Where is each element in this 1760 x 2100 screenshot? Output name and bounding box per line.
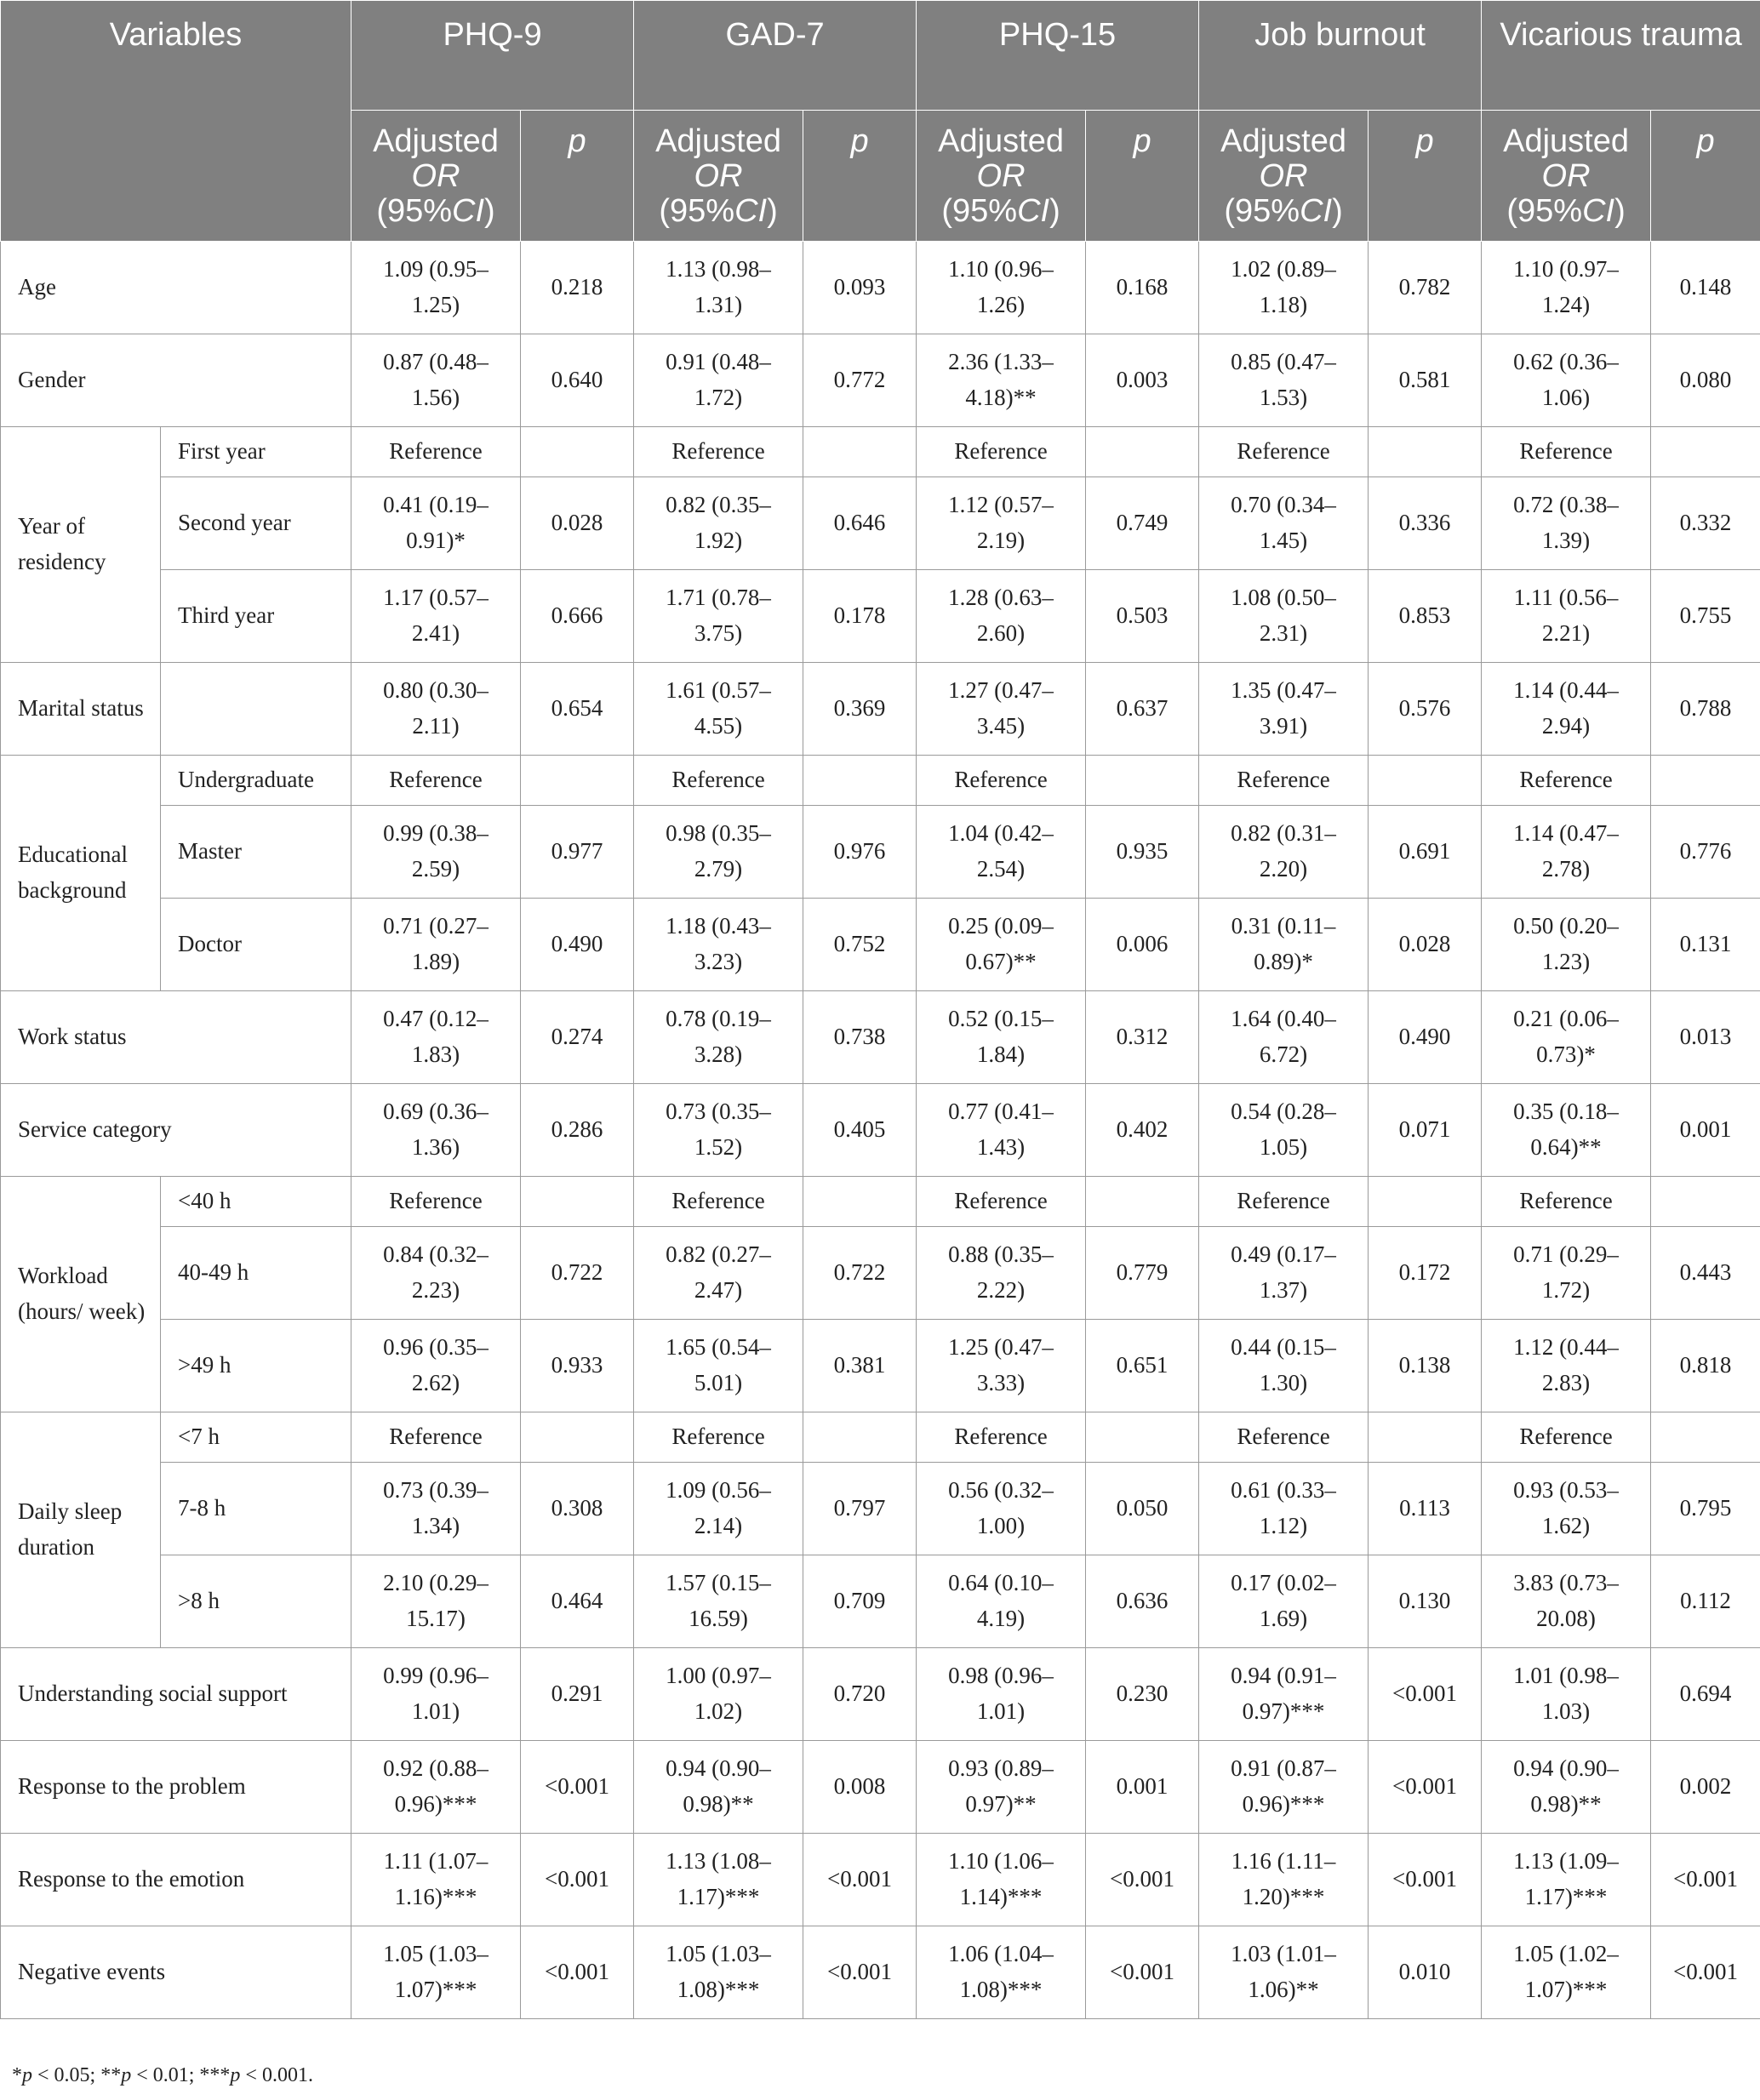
or-value: 1.10 (0.97–1.24)	[1482, 242, 1651, 334]
p-value: 0.749	[1086, 477, 1199, 570]
category-label: 7-8 h	[161, 1463, 351, 1555]
p-value: 0.490	[521, 899, 634, 991]
p-value: 0.130	[1369, 1555, 1482, 1648]
p-value: 0.168	[1086, 242, 1199, 334]
p-value: 0.797	[803, 1463, 917, 1555]
or-value: 0.49 (0.17–1.37)	[1199, 1227, 1369, 1320]
p-value: 0.218	[521, 242, 634, 334]
variable-label: Educational background	[1, 756, 161, 991]
or-value: 0.62 (0.36–1.06)	[1482, 334, 1651, 427]
or-value: 1.10 (1.06–1.14)***	[917, 1834, 1086, 1926]
table-footnote: *p < 0.05; **p < 0.01; ***p < 0.001.	[12, 2064, 313, 2086]
or-value: Reference	[634, 1412, 803, 1463]
p-value: 0.402	[1086, 1084, 1199, 1177]
p-value: 0.691	[1369, 806, 1482, 899]
or-value: 1.05 (1.03–1.08)***	[634, 1926, 803, 2019]
category-label: Master	[161, 806, 351, 899]
or-value: 0.98 (0.96–1.01)	[917, 1648, 1086, 1741]
p-value: 0.464	[521, 1555, 634, 1648]
or-value: 0.35 (0.18–0.64)**	[1482, 1084, 1651, 1177]
or-value: 0.91 (0.87–0.96)***	[1199, 1741, 1369, 1834]
or-value: Reference	[1199, 427, 1369, 477]
or-value: 0.80 (0.30–2.11)	[351, 663, 521, 756]
or-value: 1.28 (0.63–2.60)	[917, 570, 1086, 663]
or-value: 1.05 (1.02–1.07)***	[1482, 1926, 1651, 2019]
category-label: 40-49 h	[161, 1227, 351, 1320]
p-header: p	[803, 111, 917, 242]
table-row	[1, 427, 1760, 477]
or-value: 1.04 (0.42–2.54)	[917, 806, 1086, 899]
p-value: 0.654	[521, 663, 634, 756]
variables-header: Variables	[1, 1, 351, 242]
or-value: 1.17 (0.57–2.41)	[351, 570, 521, 663]
p-value: <0.001	[1651, 1926, 1760, 2019]
p-value: 0.369	[803, 663, 917, 756]
table-row	[1, 1320, 1760, 1412]
p-header: p	[1369, 111, 1482, 242]
variable-label: Daily sleep duration	[1, 1412, 161, 1648]
category-label: First year	[161, 427, 351, 477]
or-value: 0.82 (0.35–1.92)	[634, 477, 803, 570]
p-value	[1086, 1177, 1199, 1227]
table-row	[1, 570, 1760, 663]
p-value: 0.112	[1651, 1555, 1760, 1648]
table-row	[1, 1412, 1760, 1463]
or-value: 0.84 (0.32–2.23)	[351, 1227, 521, 1320]
or-value: 2.10 (0.29–15.17)	[351, 1555, 521, 1648]
or-value: 1.27 (0.47–3.45)	[917, 663, 1086, 756]
p-value: 0.050	[1086, 1463, 1199, 1555]
table-row	[1, 899, 1760, 991]
variable-label: Work status	[1, 991, 351, 1084]
p-value	[803, 756, 917, 806]
phq9-header: PHQ-9	[351, 1, 634, 111]
or-value: 0.91 (0.48–1.72)	[634, 334, 803, 427]
p-value: 0.002	[1651, 1741, 1760, 1834]
or-value: 0.64 (0.10–4.19)	[917, 1555, 1086, 1648]
p-value: 0.853	[1369, 570, 1482, 663]
p-value: <0.001	[521, 1741, 634, 1834]
or-value: 1.03 (1.01–1.06)**	[1199, 1926, 1369, 2019]
p-value: 0.274	[521, 991, 634, 1084]
p-value: 0.003	[1086, 334, 1199, 427]
or-header: Adjusted OR (95%CI)	[1199, 111, 1369, 242]
phq15-header: PHQ-15	[917, 1, 1199, 111]
p-value: <0.001	[521, 1834, 634, 1926]
p-value	[521, 1412, 634, 1463]
variable-label: Marital status	[1, 663, 161, 756]
p-value: 0.977	[521, 806, 634, 899]
p-value: 0.651	[1086, 1320, 1199, 1412]
or-value: 1.11 (0.56–2.21)	[1482, 570, 1651, 663]
or-value: 1.14 (0.47–2.78)	[1482, 806, 1651, 899]
p-value	[803, 1412, 917, 1463]
p-value: 0.935	[1086, 806, 1199, 899]
table-row	[1, 1463, 1760, 1555]
p-value: 0.010	[1369, 1926, 1482, 2019]
table-row	[1, 1834, 1760, 1926]
or-header: Adjusted OR (95%CI)	[634, 111, 803, 242]
or-value: 0.78 (0.19–3.28)	[634, 991, 803, 1084]
category-label	[161, 663, 351, 756]
p-value	[1369, 1412, 1482, 1463]
p-value: 0.636	[1086, 1555, 1199, 1648]
or-value: Reference	[351, 756, 521, 806]
or-value: 1.00 (0.97–1.02)	[634, 1648, 803, 1741]
or-value: Reference	[917, 756, 1086, 806]
or-value: 0.93 (0.89–0.97)**	[917, 1741, 1086, 1834]
or-value: Reference	[1482, 427, 1651, 477]
p-value: 0.709	[803, 1555, 917, 1648]
or-value: 1.65 (0.54–5.01)	[634, 1320, 803, 1412]
p-value: 0.722	[803, 1227, 917, 1320]
or-value: 1.35 (0.47–3.91)	[1199, 663, 1369, 756]
p-value: <0.001	[1369, 1834, 1482, 1926]
or-value: 0.88 (0.35–2.22)	[917, 1227, 1086, 1320]
or-value: 1.08 (0.50–2.31)	[1199, 570, 1369, 663]
or-value: 1.14 (0.44–2.94)	[1482, 663, 1651, 756]
or-value: 0.73 (0.35–1.52)	[634, 1084, 803, 1177]
table-header	[1, 1, 1760, 242]
or-value: 0.61 (0.33–1.12)	[1199, 1463, 1369, 1555]
p-value: 0.138	[1369, 1320, 1482, 1412]
or-value: Reference	[1482, 756, 1651, 806]
p-value	[521, 756, 634, 806]
p-value: 0.006	[1086, 899, 1199, 991]
or-value: 0.70 (0.34–1.45)	[1199, 477, 1369, 570]
category-label: <7 h	[161, 1412, 351, 1463]
or-value: 1.71 (0.78–3.75)	[634, 570, 803, 663]
or-value: 1.01 (0.98–1.03)	[1482, 1648, 1651, 1741]
p-value	[521, 1177, 634, 1227]
variable-label: Response to the problem	[1, 1741, 351, 1834]
p-value: 0.336	[1369, 477, 1482, 570]
p-value: 0.666	[521, 570, 634, 663]
table-row	[1, 1648, 1760, 1741]
p-value	[1651, 1412, 1760, 1463]
or-value: 1.16 (1.11–1.20)***	[1199, 1834, 1369, 1926]
or-header: Adjusted OR (95%CI)	[917, 111, 1086, 242]
or-value: 1.13 (1.08–1.17)***	[634, 1834, 803, 1926]
gad7-header: GAD-7	[634, 1, 917, 111]
p-value: 0.028	[1369, 899, 1482, 991]
or-value: 0.94 (0.91–0.97)***	[1199, 1648, 1369, 1741]
p-value	[1651, 427, 1760, 477]
p-header: p	[1086, 111, 1199, 242]
or-value: Reference	[1482, 1177, 1651, 1227]
table-row	[1, 1741, 1760, 1834]
p-value: <0.001	[521, 1926, 634, 2019]
or-value: 1.18 (0.43–3.23)	[634, 899, 803, 991]
p-value: 0.646	[803, 477, 917, 570]
p-value: <0.001	[1369, 1648, 1482, 1741]
p-value: 0.576	[1369, 663, 1482, 756]
p-value: 0.637	[1086, 663, 1199, 756]
or-value: 1.25 (0.47–3.33)	[917, 1320, 1086, 1412]
p-value: 0.001	[1651, 1084, 1760, 1177]
p-value: 0.332	[1651, 477, 1760, 570]
or-value: 0.44 (0.15–1.30)	[1199, 1320, 1369, 1412]
or-value: 0.85 (0.47–1.53)	[1199, 334, 1369, 427]
or-value: 0.82 (0.27–2.47)	[634, 1227, 803, 1320]
p-value: 0.381	[803, 1320, 917, 1412]
p-value: <0.001	[1369, 1741, 1482, 1834]
or-value: 1.64 (0.40–6.72)	[1199, 991, 1369, 1084]
category-label: Second year	[161, 477, 351, 570]
table-row	[1, 663, 1760, 756]
p-value: 0.933	[521, 1320, 634, 1412]
variable-label: Negative events	[1, 1926, 351, 2019]
or-value: Reference	[1199, 1177, 1369, 1227]
p-value: 0.080	[1651, 334, 1760, 427]
p-value: 0.976	[803, 806, 917, 899]
or-value: 1.10 (0.96–1.26)	[917, 242, 1086, 334]
category-label: >49 h	[161, 1320, 351, 1412]
p-value: 0.178	[803, 570, 917, 663]
or-value: Reference	[917, 1177, 1086, 1227]
p-value: 0.779	[1086, 1227, 1199, 1320]
p-value: 0.782	[1369, 242, 1482, 334]
p-value: 0.795	[1651, 1463, 1760, 1555]
or-value: 0.98 (0.35–2.79)	[634, 806, 803, 899]
or-value: 0.72 (0.38–1.39)	[1482, 477, 1651, 570]
or-value: 0.69 (0.36–1.36)	[351, 1084, 521, 1177]
p-value: 0.312	[1086, 991, 1199, 1084]
p-value: 0.752	[803, 899, 917, 991]
table-row	[1, 1227, 1760, 1320]
or-value: 1.09 (0.56–2.14)	[634, 1463, 803, 1555]
p-value: 0.818	[1651, 1320, 1760, 1412]
variable-label: Service category	[1, 1084, 351, 1177]
or-value: 0.94 (0.90–0.98)**	[634, 1741, 803, 1834]
or-value: 0.47 (0.12–1.83)	[351, 991, 521, 1084]
p-value: <0.001	[1651, 1834, 1760, 1926]
table-row	[1, 756, 1760, 806]
or-value: Reference	[634, 427, 803, 477]
table-row	[1, 1177, 1760, 1227]
or-value: 0.71 (0.29–1.72)	[1482, 1227, 1651, 1320]
p-value: 0.776	[1651, 806, 1760, 899]
p-value: 0.001	[1086, 1741, 1199, 1834]
p-value	[1369, 427, 1482, 477]
p-value: 0.093	[803, 242, 917, 334]
p-value: 0.738	[803, 991, 917, 1084]
or-value: 0.52 (0.15–1.84)	[917, 991, 1086, 1084]
p-value: 0.788	[1651, 663, 1760, 756]
or-value: 1.05 (1.03–1.07)***	[351, 1926, 521, 2019]
p-value: 0.722	[521, 1227, 634, 1320]
vicarious-trauma-header: Vicarious trauma	[1482, 1, 1760, 111]
or-value: 0.87 (0.48–1.56)	[351, 334, 521, 427]
or-value: 0.99 (0.96–1.01)	[351, 1648, 521, 1741]
p-value	[1651, 1177, 1760, 1227]
or-value: 0.50 (0.20–1.23)	[1482, 899, 1651, 991]
p-value: <0.001	[803, 1834, 917, 1926]
p-value: 0.581	[1369, 334, 1482, 427]
p-value: 0.490	[1369, 991, 1482, 1084]
or-value: 1.61 (0.57–4.55)	[634, 663, 803, 756]
category-label: Undergraduate	[161, 756, 351, 806]
variable-label: Understanding social support	[1, 1648, 351, 1741]
p-value	[1651, 756, 1760, 806]
p-value: 0.286	[521, 1084, 634, 1177]
p-value	[1369, 1177, 1482, 1227]
p-value: 0.291	[521, 1648, 634, 1741]
p-value: 0.131	[1651, 899, 1760, 991]
p-value: 0.694	[1651, 1648, 1760, 1741]
or-value: Reference	[634, 1177, 803, 1227]
p-value: 0.230	[1086, 1648, 1199, 1741]
p-value: 0.405	[803, 1084, 917, 1177]
or-value: 2.36 (1.33–4.18)**	[917, 334, 1086, 427]
p-header: p	[521, 111, 634, 242]
p-value: 0.148	[1651, 242, 1760, 334]
or-value: 0.21 (0.06–0.73)*	[1482, 991, 1651, 1084]
or-value: 0.54 (0.28–1.05)	[1199, 1084, 1369, 1177]
or-value: Reference	[917, 1412, 1086, 1463]
or-value: 1.13 (0.98–1.31)	[634, 242, 803, 334]
p-value	[1086, 1412, 1199, 1463]
p-value: 0.172	[1369, 1227, 1482, 1320]
or-value: Reference	[351, 1177, 521, 1227]
p-value: 0.008	[803, 1741, 917, 1834]
or-header: Adjusted OR (95%CI)	[351, 111, 521, 242]
p-value: 0.755	[1651, 570, 1760, 663]
or-value: 1.06 (1.04–1.08)***	[917, 1926, 1086, 2019]
or-value: 3.83 (0.73–20.08)	[1482, 1555, 1651, 1648]
job-burnout-header: Job burnout	[1199, 1, 1482, 111]
table-row	[1, 1926, 1760, 2019]
table-row	[1, 334, 1760, 427]
p-value	[1369, 756, 1482, 806]
or-value: 1.09 (0.95–1.25)	[351, 242, 521, 334]
p-value	[521, 427, 634, 477]
p-value: 0.028	[521, 477, 634, 570]
variable-label: Response to the emotion	[1, 1834, 351, 1926]
variable-label: Gender	[1, 334, 351, 427]
category-label: Doctor	[161, 899, 351, 991]
or-value: 0.41 (0.19–0.91)*	[351, 477, 521, 570]
or-value: 0.93 (0.53–1.62)	[1482, 1463, 1651, 1555]
p-value: <0.001	[1086, 1834, 1199, 1926]
or-value: 0.96 (0.35–2.62)	[351, 1320, 521, 1412]
or-header: Adjusted OR (95%CI)	[1482, 111, 1651, 242]
or-value: 1.02 (0.89–1.18)	[1199, 242, 1369, 334]
or-value: 0.77 (0.41–1.43)	[917, 1084, 1086, 1177]
variable-label: Year of residency	[1, 427, 161, 663]
or-value: 1.11 (1.07–1.16)***	[351, 1834, 521, 1926]
or-value: Reference	[1199, 1412, 1369, 1463]
or-value: Reference	[917, 427, 1086, 477]
p-value	[1086, 427, 1199, 477]
or-value: 0.94 (0.90–0.98)**	[1482, 1741, 1651, 1834]
table-row	[1, 477, 1760, 570]
or-value: 1.57 (0.15–16.59)	[634, 1555, 803, 1648]
p-value: 0.013	[1651, 991, 1760, 1084]
or-value: 0.31 (0.11–0.89)*	[1199, 899, 1369, 991]
or-value: Reference	[1199, 756, 1369, 806]
or-value: 0.17 (0.02–1.69)	[1199, 1555, 1369, 1648]
p-value: 0.113	[1369, 1463, 1482, 1555]
or-value: Reference	[634, 756, 803, 806]
category-label: <40 h	[161, 1177, 351, 1227]
or-value: Reference	[1482, 1412, 1651, 1463]
or-value: 0.99 (0.38–2.59)	[351, 806, 521, 899]
p-value: 0.308	[521, 1463, 634, 1555]
variable-label: Workload (hours/ week)	[1, 1177, 161, 1412]
p-value: 0.772	[803, 334, 917, 427]
table-row	[1, 991, 1760, 1084]
or-value: Reference	[351, 427, 521, 477]
table-row	[1, 1084, 1760, 1177]
table-row	[1, 806, 1760, 899]
table-body	[1, 242, 1760, 2019]
p-value	[803, 427, 917, 477]
or-value: 0.82 (0.31–2.20)	[1199, 806, 1369, 899]
category-label: Third year	[161, 570, 351, 663]
header-row-groups	[1, 1, 1760, 111]
or-value: 1.12 (0.44–2.83)	[1482, 1320, 1651, 1412]
p-value: 0.640	[521, 334, 634, 427]
p-value: 0.720	[803, 1648, 917, 1741]
or-value: 0.25 (0.09–0.67)**	[917, 899, 1086, 991]
p-value	[1086, 756, 1199, 806]
or-value: 0.56 (0.32–1.00)	[917, 1463, 1086, 1555]
p-value	[803, 1177, 917, 1227]
table-row	[1, 1555, 1760, 1648]
p-header: p	[1651, 111, 1760, 242]
or-value: Reference	[351, 1412, 521, 1463]
p-value: 0.503	[1086, 570, 1199, 663]
category-label: >8 h	[161, 1555, 351, 1648]
or-value: 0.92 (0.88–0.96)***	[351, 1741, 521, 1834]
variable-label: Age	[1, 242, 351, 334]
or-value: 1.13 (1.09–1.17)***	[1482, 1834, 1651, 1926]
or-value: 1.12 (0.57–2.19)	[917, 477, 1086, 570]
or-value: 0.71 (0.27–1.89)	[351, 899, 521, 991]
p-value: <0.001	[803, 1926, 917, 2019]
p-value: 0.443	[1651, 1227, 1760, 1320]
p-value: 0.071	[1369, 1084, 1482, 1177]
or-value: 0.73 (0.39–1.34)	[351, 1463, 521, 1555]
table-row	[1, 242, 1760, 334]
p-value: <0.001	[1086, 1926, 1199, 2019]
